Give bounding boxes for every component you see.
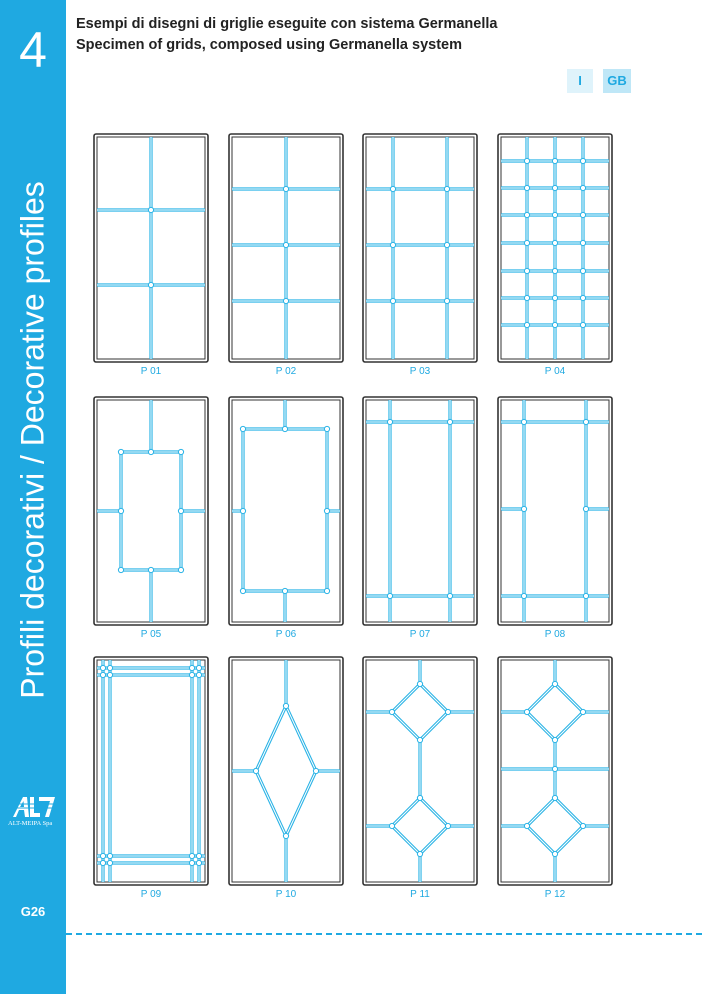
chapter-number: 4 [19,22,47,78]
grid-p03 [362,133,478,377]
grid-label-p09: P 09 [140,889,162,900]
language-button-gb[interactable]: GB [603,69,631,93]
grid-p12 [497,656,613,900]
grid-drawing-p12 [497,656,613,886]
grid-drawing-p01 [93,133,209,363]
title-italian: Esempi di disegni di griglie eseguite con sistema Germanella [76,16,498,32]
grid-p08 [497,396,613,640]
grid-label-p04: P 04 [544,366,566,377]
grid-p04 [497,133,613,377]
grid-p10 [228,656,344,900]
grid-p07 [362,396,478,640]
sidebar [0,0,66,994]
grid-p11 [362,656,478,900]
grid-drawing-p10 [228,656,344,886]
grid-label-p08: P 08 [544,629,566,640]
grid-label-p02: P 02 [275,366,297,377]
grid-drawing-p06 [228,396,344,626]
grid-p01 [93,133,209,377]
grid-drawing-p03 [362,133,478,363]
grid-drawing-p08 [497,396,613,626]
company-logo [8,795,60,827]
grid-label-p01: P 01 [140,366,162,377]
logo-text: ALT-MEIPA Spa [8,820,53,827]
language-button-i[interactable]: I [567,69,593,93]
vertical-section-title: Profili decorativi / Decorative profiles [14,181,51,699]
grid-label-p03: P 03 [409,366,431,377]
grid-drawing-p05 [93,396,209,626]
grid-label-p12: P 12 [544,889,566,900]
title-english: Specimen of grids, composed using Germanella system [76,37,462,53]
grid-label-p11: P 11 [410,889,430,900]
grid-p09 [93,656,209,900]
grid-drawing-p09 [93,656,209,886]
grid-drawing-p04 [497,133,613,363]
grid-label-p10: P 10 [275,889,297,900]
grid-drawing-p11 [362,656,478,886]
page-code: G26 [20,904,46,919]
grid-p02 [228,133,344,377]
grid-p06 [228,396,344,640]
grid-p05 [93,396,209,640]
alt-logo-icon [11,795,57,819]
grid-label-p05: P 05 [140,629,162,640]
grid-drawing-p02 [228,133,344,363]
footer-dashed-rule [66,933,702,935]
grid-drawing-p07 [362,396,478,626]
grid-label-p06: P 06 [275,629,297,640]
page-title [76,14,497,56]
grid-label-p07: P 07 [409,629,431,640]
